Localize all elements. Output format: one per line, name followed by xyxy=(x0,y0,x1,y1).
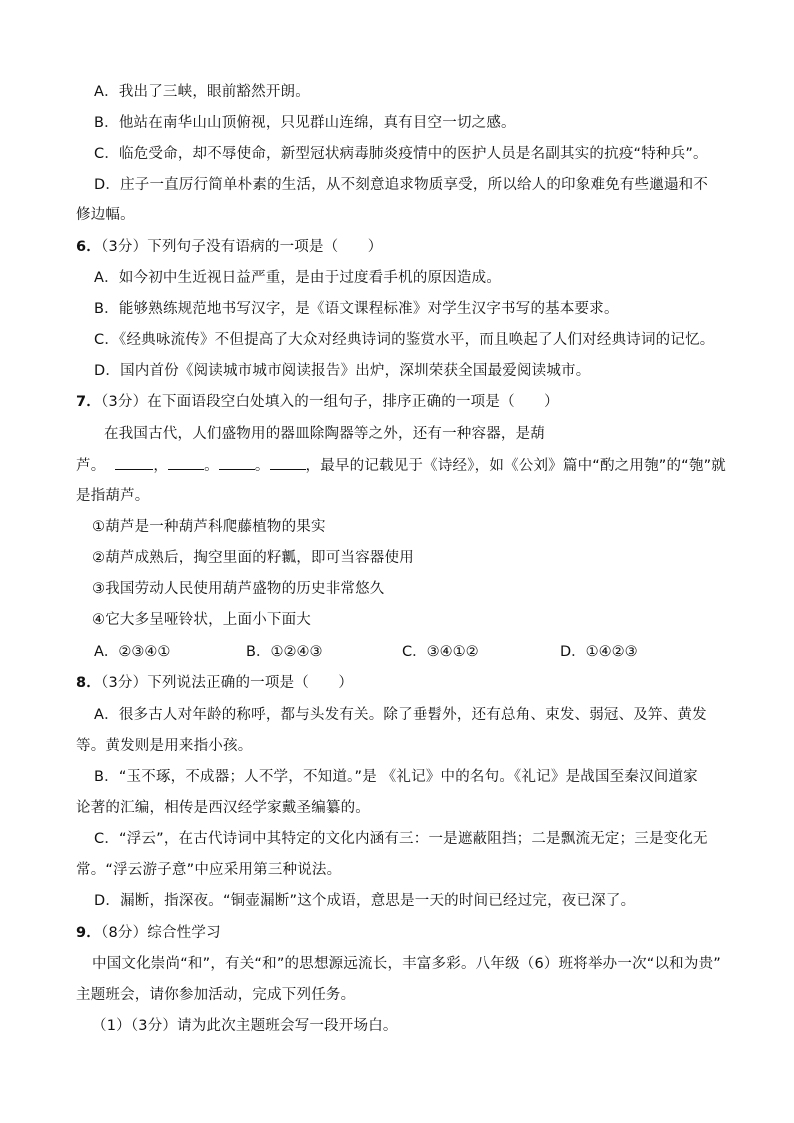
q7-item-4: ④它大多呈哑铃状，上面小下面大 xyxy=(92,612,311,628)
q7-blank-4 xyxy=(270,455,306,470)
q6-stem-line xyxy=(76,237,382,257)
q8-stem-line xyxy=(76,673,353,693)
q7-passage-line-3: 是指葫芦。 xyxy=(76,488,150,504)
q6-number: 6． xyxy=(76,239,101,255)
q7-sep-period-1: 。 xyxy=(204,458,219,474)
q7-item-2: ②葫芦成熟后，掏空里面的籽瓤，即可当容器使用 xyxy=(92,550,414,566)
q7-choice-a: A．②③④① xyxy=(94,644,171,660)
q9-stem: （8分）综合性学习 xyxy=(101,925,221,941)
q6-option-b: B．能够熟练规范地书写汉字，是《语文课程标准》对学生汉字书写的基本要求。 xyxy=(94,301,619,317)
q9-stem-line xyxy=(76,923,221,943)
q7-item-1: ①葫芦是一种葫芦科爬藤植物的果实 xyxy=(92,519,326,535)
q6-option-c: C．《经典咏流传》不但提高了大众对经典诗词的鉴赏水平，而且唤起了人们对经典诗词的记忆。 xyxy=(94,332,715,348)
q7-sep-period-2: 。 xyxy=(254,458,270,474)
q9-intro-line-2: 主题班会，请你参加活动，完成下列任务。 xyxy=(76,987,356,1003)
q7-blank-2 xyxy=(168,455,204,470)
q7-passage-line-1: 在我国古代，人们盛物用的器皿除陶器等之外，还有一种容器，是葫 xyxy=(104,426,545,442)
q8-stem: （3分）下列说法正确的一项是（ ） xyxy=(101,675,354,691)
q8-option-b: B．“玉不琢，不成器；人不学，不知道。”是 《礼记》中的名句。《礼记》是战国至秦汉间道家 xyxy=(94,769,698,785)
q7-choice-c: C．③④①② xyxy=(402,644,479,660)
q8-option-c-cont: 常。“浮云游子意”中应采用第三种说法。 xyxy=(76,862,342,878)
q8-option-a-cont: 等。黄发则是用来指小孩。 xyxy=(76,738,253,754)
q9-intro-line-1: 中国文化崇尚“和”，有关“和”的思想源远流长，丰富多彩。八年级（6）班将举办一次“以和为贵” xyxy=(92,956,721,972)
q8-number: 8． xyxy=(76,675,101,691)
q5-option-a: A．我出了三峡，眼前豁然开朗。 xyxy=(94,84,310,100)
q7-passage-line-2 xyxy=(76,455,726,476)
q5-option-c: C．临危受命，却不辱使命，新型冠状病毒肺炎疫情中的医护人员是名副其实的抗疫“特种兵”。 xyxy=(94,146,708,162)
q7-passage-start: 芦。 xyxy=(76,458,106,474)
q7-sep-comma: ， xyxy=(153,458,169,474)
q7-blank-1 xyxy=(115,455,153,470)
q9-number: 9． xyxy=(76,925,101,941)
q6-option-a: A．如今初中生近视日益严重，是由于过度看手机的原因造成。 xyxy=(94,270,502,286)
q8-option-d: D．漏断，指深夜。“铜壶漏断”这个成语，意思是一天的时间已经过完，夜已深了。 xyxy=(94,893,636,909)
q5-option-d-cont: 修边幅。 xyxy=(76,207,135,223)
q7-stem: （3分）在下面语段空白处填入的一组句子，排序正确的一项是（ ） xyxy=(101,394,559,410)
q8-option-a: A．很多古人对年龄的称呼，都与头发有关。除了垂髫外，还有总角、束发、弱冠、及笄、黄发 xyxy=(94,707,707,723)
q6-option-d: D．国内首份《阅读城市城市阅读报告》出炉，深圳荣获全国最爱阅读城市。 xyxy=(94,363,591,379)
q7-choice-d: D．①④②③ xyxy=(560,644,638,660)
q7-blank-3 xyxy=(219,455,255,470)
q8-option-c: C．“浮云”，在古代诗词中其特定的文化内涵有三：一是遮蔽阻挡；二是飘流无定；三是变化无 xyxy=(94,831,708,847)
q7-stem-line xyxy=(76,392,559,412)
q8-option-b-cont: 论著的汇编，相传是西汉经学家戴圣编纂的。 xyxy=(76,800,370,816)
q7-choice-b: B．①②④③ xyxy=(246,644,323,660)
q7-item-3: ③我国劳动人民使用葫芦盛物的历史非常悠久 xyxy=(92,581,385,597)
q7-number: 7． xyxy=(76,394,101,410)
q6-stem: （3分）下列句子没有语病的一项是（ ） xyxy=(101,239,383,255)
q5-option-d: D．庄子一直厉行简单朴素的生活，从不刻意追求物质享受，所以给人的印象难免有些邋遢和不 xyxy=(94,177,709,193)
q9-subquestion-1: （1）（3分）请为此次主题班会写一段开场白。 xyxy=(92,1018,398,1034)
q7-passage-end: ，最早的记载见于《诗经》，如《公刘》篇中“酌之用匏”的“匏”就 xyxy=(305,458,727,474)
q5-option-b: B．他站在南华山山顶俯视，只见群山连绵，真有目空一切之感。 xyxy=(94,115,516,131)
